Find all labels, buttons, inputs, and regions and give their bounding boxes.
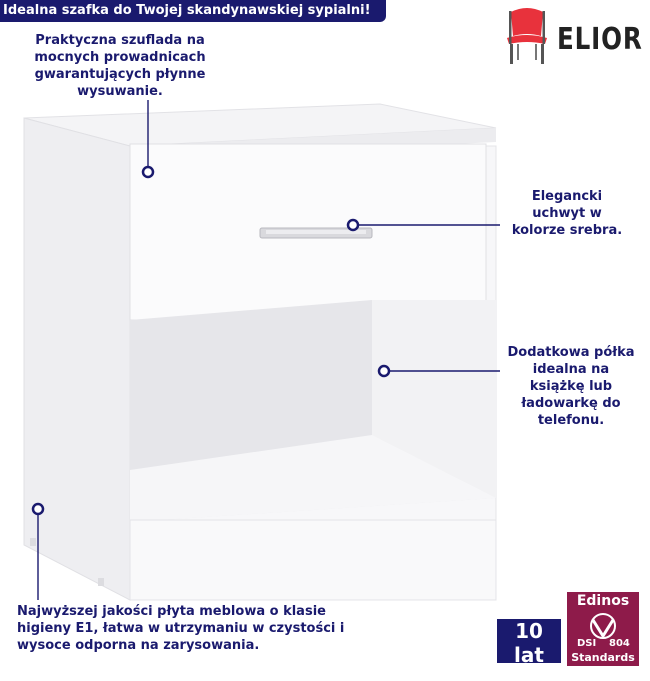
edinos-badge: Edinos DSI 804 Standards [567,592,639,666]
callout-handle: Elegancki uchwyt w kolorze srebra. [511,189,623,238]
edinos-dsi: DSI [577,638,597,649]
brand-name: ELIOR [557,22,643,57]
edinos-number: 804 [609,638,630,649]
warranty-badge: 10 lat Gwarancji [498,619,560,680]
certificate-seal-icon [567,610,639,650]
callout-board: Najwyższej jakości płyta meblowa o klasie higieny E1, łatwa w utrzymaniu w czystości i wysoce odporna na zarysowania. [17,604,345,653]
callout-drawer: Praktyczna szuflada na mocnych prowadnicach gwarantujących płynne wysuwanie. [34,33,206,99]
handle-marker [348,220,358,230]
drawer-marker [143,167,153,177]
edinos-standards: Standards [571,651,635,664]
shelf-marker [379,366,389,376]
callout-shelf: Dodatkowa półka idealna na książkę lub ładowarkę do telefonu. [507,345,635,428]
board-marker [33,504,43,514]
headline-banner: Idealna szafka do Twojej skandynawskiej sypialni! [0,0,386,22]
